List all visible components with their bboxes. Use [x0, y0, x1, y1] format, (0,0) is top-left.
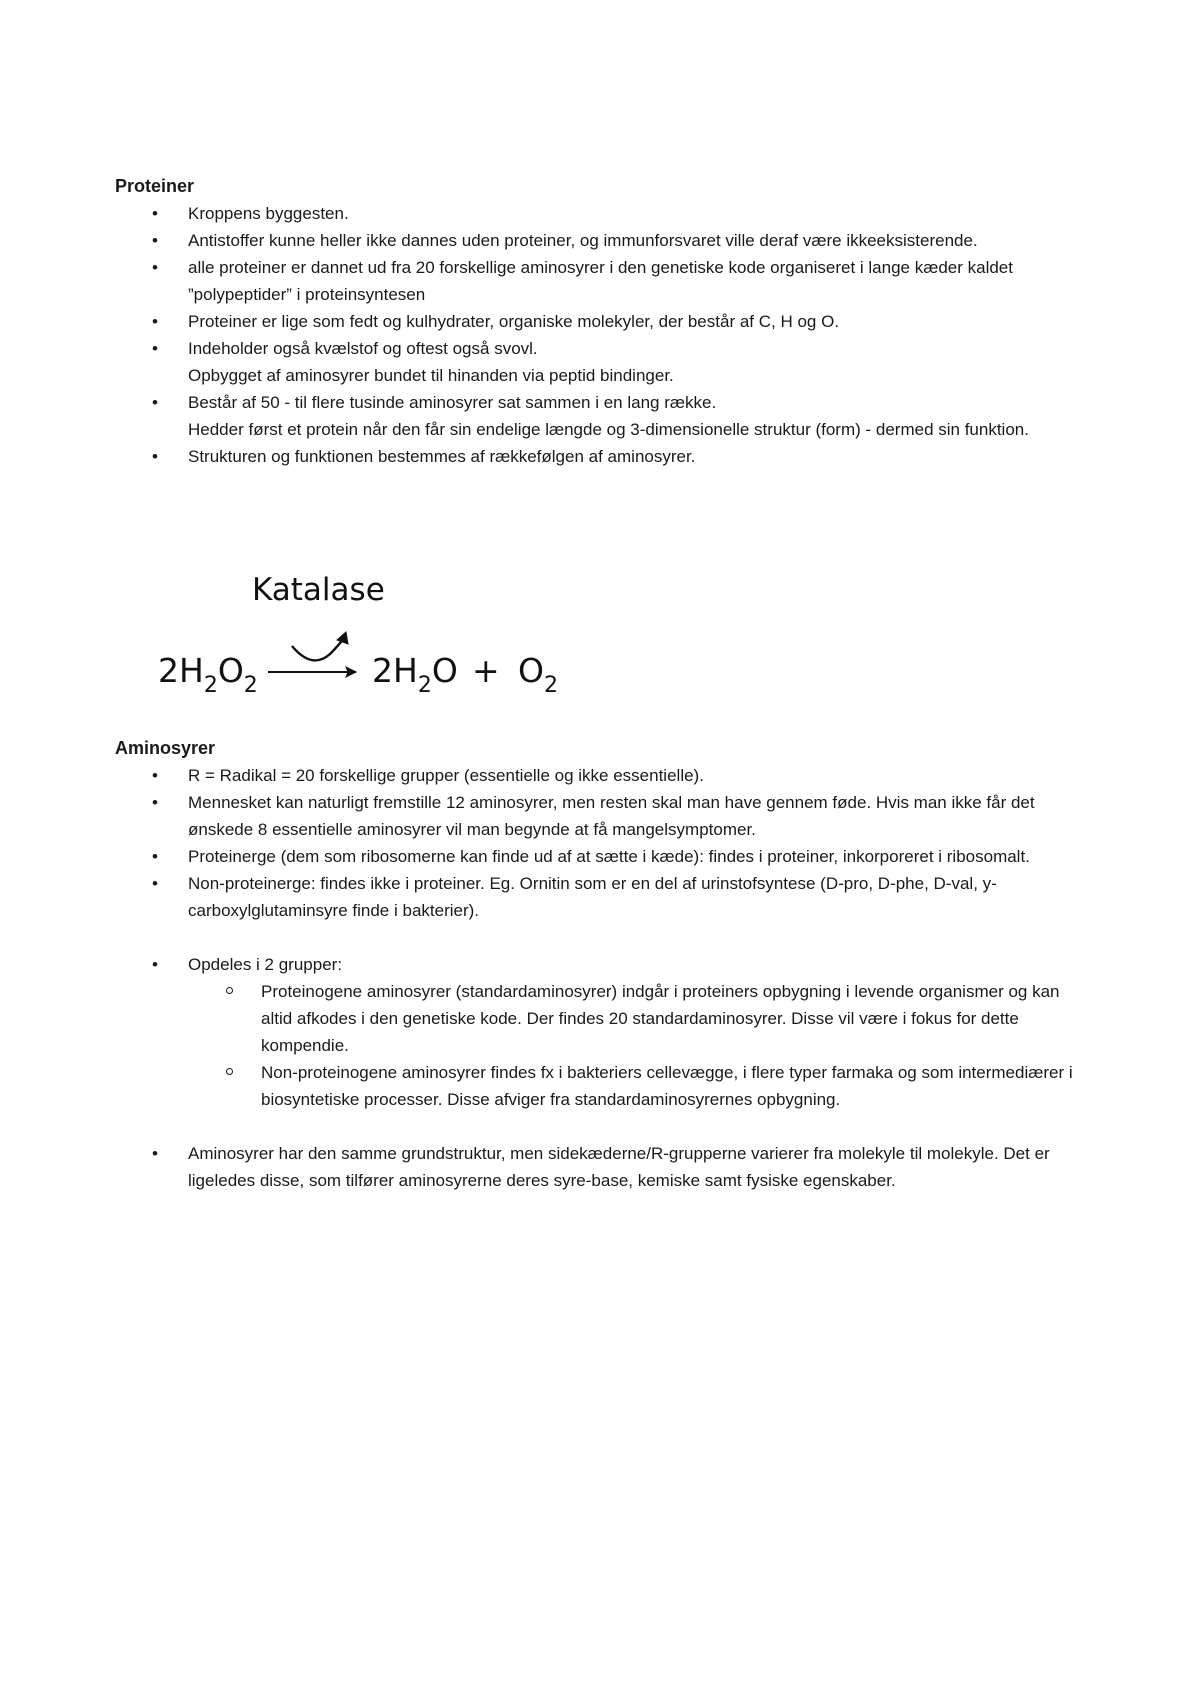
- section-heading-proteiner: Proteiner: [115, 176, 195, 196]
- bullet-icon: •: [152, 955, 158, 974]
- reaction-arrow-icon: [268, 632, 356, 677]
- list-item-extra: Hedder først et protein når den får sin endelige længde og 3-dimensionelle struktur (form) - dermed sin funktion.: [188, 420, 1029, 439]
- list-item-text: Aminosyrer har den samme grundstruktur, men sidekæderne/R-grupperne varierer fra molekyle til molekyle. Det er ligeledes disse, som tilfører aminosyrerne deres syre-base, kemiske samt fysiske egenskaber.: [188, 1144, 1050, 1190]
- list-item-text: Strukturen og funktionen bestemmes af rækkefølgen af aminosyrer.: [188, 447, 696, 466]
- product-oxygen-formula: $O_2$: [518, 651, 558, 698]
- bullet-icon: •: [152, 447, 158, 466]
- list-item-text: Non-proteinerge: findes ikke i proteiner. Eg. Ornitin som er en del af urinstofsyntese (D-pro, D-phe, D-val, y-carboxylglutaminsyre finde i bakterier).: [188, 874, 997, 920]
- bullet-icon: •: [152, 204, 158, 223]
- list-item-text: Antistoffer kunne heller ikke dannes uden proteiner, og immunforsvaret ville deraf være ikkeeksisterende.: [188, 231, 978, 250]
- list-item-extra: Opbygget af aminosyrer bundet til hinanden via peptid bindinger.: [188, 366, 674, 385]
- section-heading-aminosyrer: Aminosyrer: [115, 738, 216, 758]
- list-item: [0, 843, 1200, 870]
- list-item-text: Består af 50 - til flere tusinde aminosyrer sat sammen i en lang række.: [188, 393, 717, 412]
- catalase-reaction-figure: [150, 570, 580, 705]
- bullet-icon: •: [152, 393, 158, 412]
- list-item-text: R = Radikal = 20 forskellige grupper (essentielle og ikke essentielle).: [188, 766, 704, 785]
- product-water-formula: $2H_2O$: [372, 651, 458, 698]
- sub-list: [188, 978, 1090, 1113]
- list-item: [0, 789, 1200, 843]
- plus-sign: +: [472, 651, 500, 690]
- sub-list-item: [188, 978, 1090, 1059]
- list-item-text: Proteinerge (dem som ribosomerne kan finde ud af at sætte i kæde): findes i proteiner, inkorporeret i ribosomalt.: [188, 847, 1030, 866]
- list-item: [0, 443, 1200, 470]
- reaction-equation: [150, 570, 580, 705]
- bullet-icon: •: [152, 231, 158, 250]
- list-item-text: alle proteiner er dannet ud fra 20 forskellige aminosyrer i den genetiske kode organiseret i lange kæder kaldet ”polypeptider” i proteinsyntesen: [188, 258, 1013, 304]
- list-item: [0, 1140, 1200, 1194]
- sub-list-item-text: Proteinogene aminosyrer (standardaminosyrer) indgår i proteiners opbygning i levende organismer og kan altid afkodes i den genetiske kode. Der findes 20 standardaminosyrer. Disse vil være i fokus for dette kompendie.: [261, 982, 1060, 1055]
- list-item: [0, 227, 1200, 254]
- circle-bullet-icon: [226, 1068, 233, 1075]
- aminosyrer-list: [0, 762, 1200, 1194]
- proteiner-list: [0, 200, 1200, 470]
- enzyme-label: Katalase: [252, 572, 385, 608]
- sub-list-item: [188, 1059, 1090, 1113]
- bullet-icon: •: [152, 339, 158, 358]
- bullet-icon: •: [152, 847, 158, 866]
- list-item: [0, 389, 1200, 443]
- list-item: [0, 254, 1200, 308]
- circle-bullet-icon: [226, 987, 233, 994]
- list-item: [0, 762, 1200, 789]
- bullet-icon: •: [152, 874, 158, 893]
- list-item-text: Mennesket kan naturligt fremstille 12 aminosyrer, men resten skal man have gennem føde. Hvis man ikke får det ønskede 8 essentielle aminosyrer vil man begynde at få mangelsymptomer.: [188, 793, 1035, 839]
- bullet-icon: •: [152, 312, 158, 331]
- list-item-text: Opdeles i 2 grupper:: [188, 955, 343, 974]
- bullet-icon: •: [152, 258, 158, 277]
- list-item-text: Proteiner er lige som fedt og kulhydrater, organiske molekyler, der består af C, H og O.: [188, 312, 840, 331]
- bullet-icon: •: [152, 766, 158, 785]
- bullet-icon: •: [152, 1144, 158, 1163]
- list-item: [0, 951, 1200, 1113]
- list-item: [0, 870, 1200, 924]
- list-item-text: Indeholder også kvælstof og oftest også svovl.: [188, 339, 538, 358]
- list-item: [0, 308, 1200, 335]
- list-item: [0, 200, 1200, 227]
- sub-list-item-text: Non-proteinogene aminosyrer findes fx i bakteriers cellevægge, i flere typer farmaka og som intermediærer i biosyntetiske processer. Disse afviger fra standardaminosyrernes opbygning.: [261, 1063, 1073, 1109]
- bullet-icon: •: [152, 793, 158, 812]
- reactant-formula: $2H_2O_2$: [158, 651, 258, 698]
- list-item-text: Kroppens byggesten.: [188, 204, 349, 223]
- list-item: [0, 335, 1200, 389]
